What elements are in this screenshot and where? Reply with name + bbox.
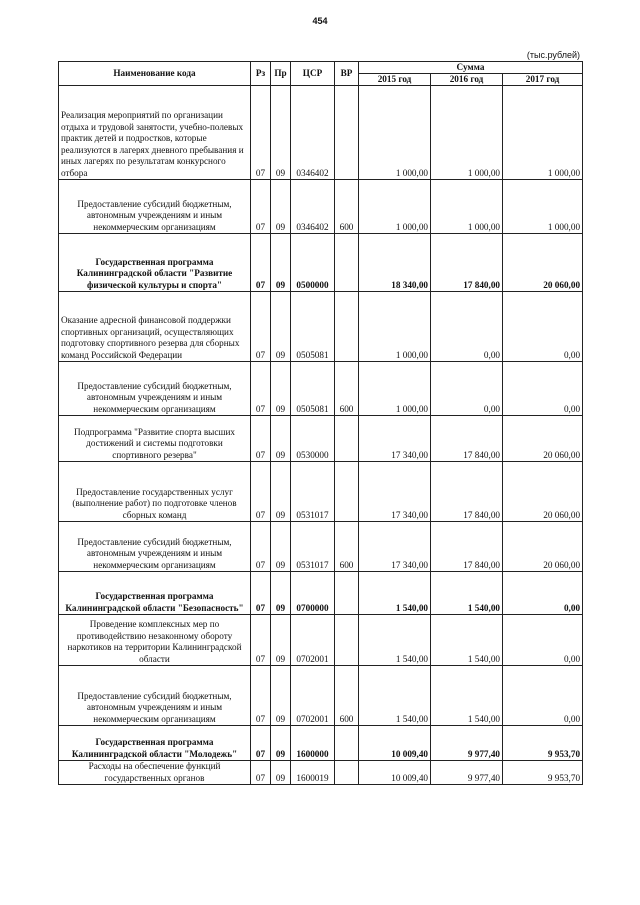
row-vr	[335, 86, 359, 180]
row-amount-2015: 10 009,40	[359, 761, 431, 785]
row-csr: 0531017	[291, 462, 335, 522]
header-sum: Сумма	[359, 62, 583, 74]
row-amount-2016: 17 840,00	[431, 416, 503, 462]
table-row	[59, 180, 583, 234]
row-vr	[335, 761, 359, 785]
row-pr: 09	[271, 572, 291, 615]
row-amount-2016: 1 540,00	[431, 666, 503, 726]
row-rz: 07	[251, 362, 271, 416]
row-pr: 09	[271, 234, 291, 292]
row-amount-2017: 20 060,00	[503, 234, 583, 292]
row-amount-2016: 17 840,00	[431, 234, 503, 292]
row-rz: 07	[251, 416, 271, 462]
row-csr: 0702001	[291, 615, 335, 666]
row-amount-2015: 1 540,00	[359, 615, 431, 666]
row-rz: 07	[251, 234, 271, 292]
row-name: Государственная программа Калининградской области "Молодежь"	[59, 726, 251, 761]
row-csr: 0702001	[291, 666, 335, 726]
row-vr	[335, 234, 359, 292]
row-vr: 600	[335, 362, 359, 416]
row-amount-2017: 20 060,00	[503, 416, 583, 462]
table-row	[59, 666, 583, 726]
row-name: Предоставление государственных услуг (выполнение работ) по подготовке членов сборных команд	[59, 462, 251, 522]
header-rz: Рз	[251, 62, 271, 86]
row-rz: 07	[251, 726, 271, 761]
row-csr: 0346402	[291, 86, 335, 180]
page-number: 454	[312, 16, 328, 26]
row-csr: 0505081	[291, 292, 335, 362]
header-vr: ВР	[335, 62, 359, 86]
row-amount-2015: 1 000,00	[359, 180, 431, 234]
row-amount-2016: 1 540,00	[431, 615, 503, 666]
row-pr: 09	[271, 462, 291, 522]
row-vr: 600	[335, 180, 359, 234]
row-vr	[335, 462, 359, 522]
row-amount-2016: 0,00	[431, 362, 503, 416]
table-row	[59, 86, 583, 180]
table-row	[59, 416, 583, 462]
budget-table	[58, 61, 583, 785]
row-csr: 0531017	[291, 522, 335, 572]
row-vr	[335, 416, 359, 462]
table-row	[59, 615, 583, 666]
row-amount-2015: 1 000,00	[359, 362, 431, 416]
row-amount-2017: 20 060,00	[503, 522, 583, 572]
row-amount-2017: 1 000,00	[503, 180, 583, 234]
header-pr: Пр	[271, 62, 291, 86]
row-amount-2015: 17 340,00	[359, 416, 431, 462]
row-name: Проведение комплексных мер по противодействию незаконному обороту наркотиков на территории Калининградской области	[59, 615, 251, 666]
row-amount-2017: 0,00	[503, 572, 583, 615]
row-amount-2016: 9 977,40	[431, 761, 503, 785]
row-pr: 09	[271, 615, 291, 666]
row-vr: 600	[335, 666, 359, 726]
row-csr: 1600000	[291, 726, 335, 761]
table-row	[59, 726, 583, 761]
row-amount-2015: 1 000,00	[359, 292, 431, 362]
row-pr: 09	[271, 761, 291, 785]
row-pr: 09	[271, 362, 291, 416]
table-row	[59, 462, 583, 522]
row-rz: 07	[251, 761, 271, 785]
row-amount-2017: 0,00	[503, 666, 583, 726]
row-pr: 09	[271, 522, 291, 572]
row-name: Предоставление субсидий бюджетным, автономным учреждениям и иным некоммерческим организациям	[59, 180, 251, 234]
row-rz: 07	[251, 666, 271, 726]
row-amount-2015: 1 540,00	[359, 572, 431, 615]
row-name: Предоставление субсидий бюджетным, автономным учреждениям и иным некоммерческим организациям	[59, 666, 251, 726]
table-row	[59, 234, 583, 292]
row-amount-2016: 0,00	[431, 292, 503, 362]
row-amount-2017: 9 953,70	[503, 726, 583, 761]
row-csr: 0500000	[291, 234, 335, 292]
row-amount-2015: 17 340,00	[359, 522, 431, 572]
row-amount-2017: 0,00	[503, 615, 583, 666]
table-row	[59, 362, 583, 416]
table-body	[59, 86, 583, 785]
units-label: (тыс.рублей)	[526, 50, 580, 60]
row-amount-2017: 0,00	[503, 292, 583, 362]
row-vr	[335, 615, 359, 666]
row-amount-2016: 1 000,00	[431, 180, 503, 234]
row-pr: 09	[271, 180, 291, 234]
row-name: Расходы на обеспечение функций государственных органов	[59, 761, 251, 785]
row-amount-2017: 0,00	[503, 362, 583, 416]
row-name: Государственная программа Калининградской области "Развитие физической культуры и спорта"	[59, 234, 251, 292]
row-rz: 07	[251, 292, 271, 362]
row-amount-2016: 1 540,00	[431, 572, 503, 615]
row-rz: 07	[251, 615, 271, 666]
row-csr: 0700000	[291, 572, 335, 615]
row-pr: 09	[271, 292, 291, 362]
header-csr: ЦСР	[291, 62, 335, 86]
row-name: Государственная программа Калининградской области "Безопасность"	[59, 572, 251, 615]
row-amount-2017: 20 060,00	[503, 462, 583, 522]
row-amount-2017: 1 000,00	[503, 86, 583, 180]
row-amount-2017: 9 953,70	[503, 761, 583, 785]
row-name: Предоставление субсидий бюджетным, автономным учреждениям и иным некоммерческим организациям	[59, 522, 251, 572]
row-rz: 07	[251, 462, 271, 522]
header-name: Наименование кода	[59, 62, 251, 86]
row-rz: 07	[251, 572, 271, 615]
row-name: Подпрограмма "Развитие спорта высших достижений и системы подготовки спортивного резерва"	[59, 416, 251, 462]
table-row	[59, 522, 583, 572]
row-vr	[335, 726, 359, 761]
row-pr: 09	[271, 416, 291, 462]
row-csr: 1600019	[291, 761, 335, 785]
row-amount-2016: 1 000,00	[431, 86, 503, 180]
row-rz: 07	[251, 522, 271, 572]
row-csr: 0530000	[291, 416, 335, 462]
row-amount-2016: 17 840,00	[431, 522, 503, 572]
table-row	[59, 572, 583, 615]
row-vr: 600	[335, 522, 359, 572]
row-name: Оказание адресной финансовой поддержки спортивных организаций, осуществляющих подготовку спортивного резерва для сборных команд Российской Федерации	[59, 292, 251, 362]
row-pr: 09	[271, 726, 291, 761]
header-year-2015: 2015 год	[359, 74, 431, 86]
row-vr	[335, 292, 359, 362]
row-amount-2015: 17 340,00	[359, 462, 431, 522]
row-rz: 07	[251, 180, 271, 234]
row-amount-2015: 1 540,00	[359, 666, 431, 726]
row-pr: 09	[271, 86, 291, 180]
row-amount-2016: 9 977,40	[431, 726, 503, 761]
header-year-2017: 2017 год	[503, 74, 583, 86]
row-amount-2015: 10 009,40	[359, 726, 431, 761]
table-row	[59, 292, 583, 362]
row-rz: 07	[251, 86, 271, 180]
row-pr: 09	[271, 666, 291, 726]
row-name: Реализация мероприятий по организации отдыха и трудовой занятости, учебно-полевых практик детей и подростков, которые реализуются в лагерях дневного пребывания и иных лагерях по результатам конкурсного отбора	[59, 86, 251, 180]
table-row	[59, 761, 583, 785]
row-vr	[335, 572, 359, 615]
row-name: Предоставление субсидий бюджетным, автономным учреждениям и иным некоммерческим организациям	[59, 362, 251, 416]
header-year-2016: 2016 год	[431, 74, 503, 86]
row-csr: 0505081	[291, 362, 335, 416]
row-amount-2016: 17 840,00	[431, 462, 503, 522]
row-amount-2015: 18 340,00	[359, 234, 431, 292]
row-amount-2015: 1 000,00	[359, 86, 431, 180]
row-csr: 0346402	[291, 180, 335, 234]
